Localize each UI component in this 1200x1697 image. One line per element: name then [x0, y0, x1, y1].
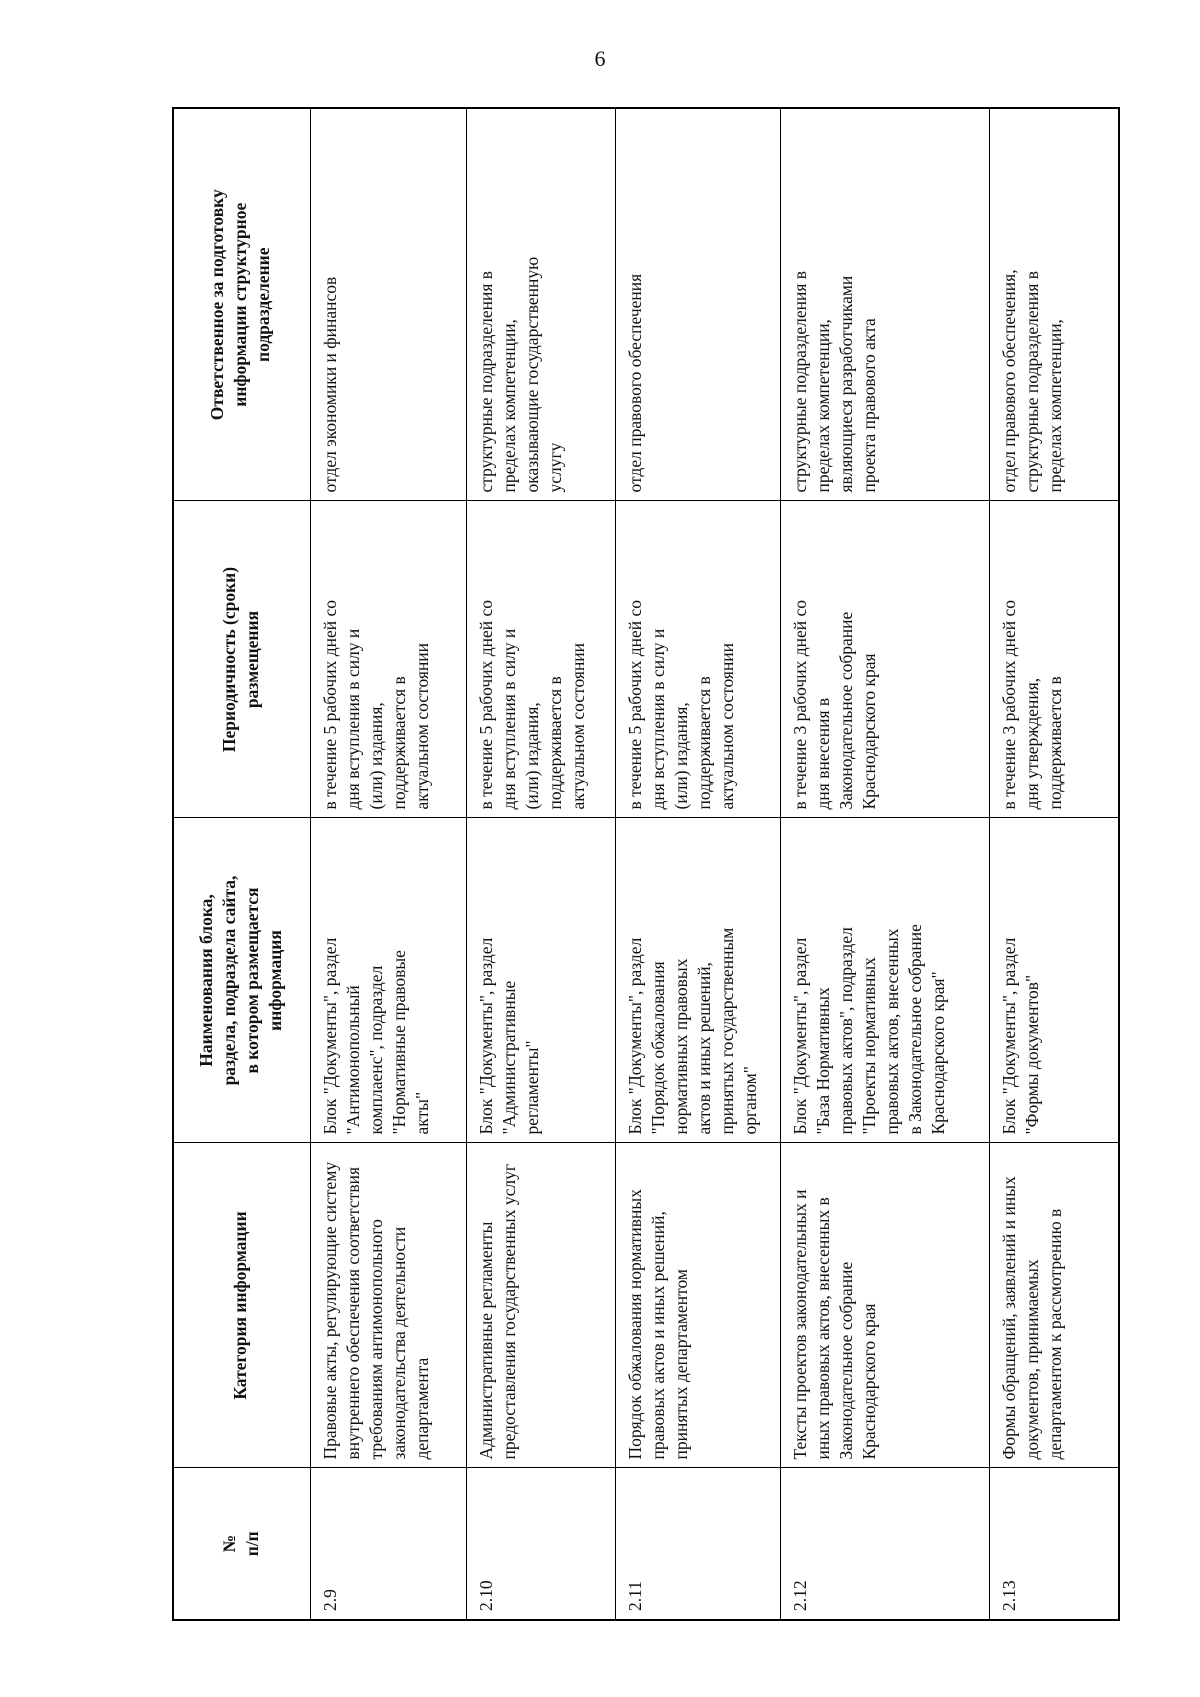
- header-number: № п/п: [173, 1468, 310, 1620]
- row-category: Формы обращений, заявлений и иных документов, принимаемых департаментом к рассмотрению в: [989, 1143, 1119, 1468]
- row-number: 2.13: [989, 1468, 1119, 1620]
- row-location: Блок "Документы", раздел "Порядок обжалования нормативных правовых актов и иных решений, принятых государственным органом": [615, 818, 780, 1143]
- row-number: 2.11: [615, 1468, 780, 1620]
- row-number: 2.12: [780, 1468, 989, 1620]
- row-category: Правовые акты, регулирующие систему внутреннего обеспечения соответствия требованиям антимонопольного законодательства деятельности департамента: [310, 1143, 466, 1468]
- row-category: Административные регламенты предоставления государственных услуг: [466, 1143, 615, 1468]
- header-category: Категория информации: [173, 1143, 310, 1468]
- row-period: в течение 5 рабочих дней со дня вступления в силу и (или) издания, поддерживается в актуальном состоянии: [615, 501, 780, 818]
- row-responsible: отдел правового обеспечения: [615, 108, 780, 501]
- table-row: [989, 108, 1119, 1620]
- header-location: Наименования блока, раздела, подраздела сайта, в котором размещается информация: [173, 818, 310, 1143]
- row-location: Блок "Документы", раздел "Антимонопольный комплаенс", подраздел "Нормативные правовые акты": [310, 818, 466, 1143]
- row-location: Блок "Документы", раздел "База Нормативных правовых актов", подраздел "Проекты нормативных правовых актов, внесенных в Законодательное собрание Краснодарского края": [780, 818, 989, 1143]
- row-period: в течение 3 рабочих дней со дня утверждения, поддерживается в: [989, 501, 1119, 818]
- page-number: 6: [594, 46, 606, 71]
- header-responsible: Ответственное за подготовку информации структурное подразделение: [173, 108, 310, 501]
- row-location: Блок "Документы", раздел "Формы документов": [989, 818, 1119, 1143]
- information-table: [172, 107, 1120, 1621]
- row-category: Порядок обжалования нормативных правовых актов и иных решений, принятых департаментом: [615, 1143, 780, 1468]
- row-number: 2.10: [466, 1468, 615, 1620]
- table-row: [780, 108, 989, 1620]
- header-period: Периодичность (сроки) размещения: [173, 501, 310, 818]
- row-category: Тексты проектов законодательных и иных правовых актов, внесенных в Законодательное собрание Краснодарского края: [780, 1143, 989, 1468]
- row-location: Блок "Документы", раздел "Административные регламенты": [466, 818, 615, 1143]
- table-row: [310, 108, 466, 1620]
- rotated-table-container: [172, 109, 1120, 1621]
- table-header-row: [173, 108, 310, 1620]
- row-period: в течение 5 рабочих дней со дня вступления в силу и (или) издания, поддерживается в актуальном состоянии: [310, 501, 466, 818]
- row-responsible: отдел экономики и финансов: [310, 108, 466, 501]
- table-row: [615, 108, 780, 1620]
- row-number: 2.9: [310, 1468, 466, 1620]
- row-responsible: структурные подразделения в пределах компетенции, являющиеся разработчиками проекта правового акта: [780, 108, 989, 501]
- row-period: в течение 5 рабочих дней со дня вступления в силу и (или) издания, поддерживается в актуальном состоянии: [466, 501, 615, 818]
- row-responsible: отдел правового обеспечения, структурные подразделения в пределах компетенции,: [989, 108, 1119, 501]
- table-row: [466, 108, 615, 1620]
- row-responsible: структурные подразделения в пределах компетенции, оказывающие государственную услугу: [466, 108, 615, 501]
- row-period: в течение 3 рабочих дней со дня внесения в Законодательное собрание Краснодарского края: [780, 501, 989, 818]
